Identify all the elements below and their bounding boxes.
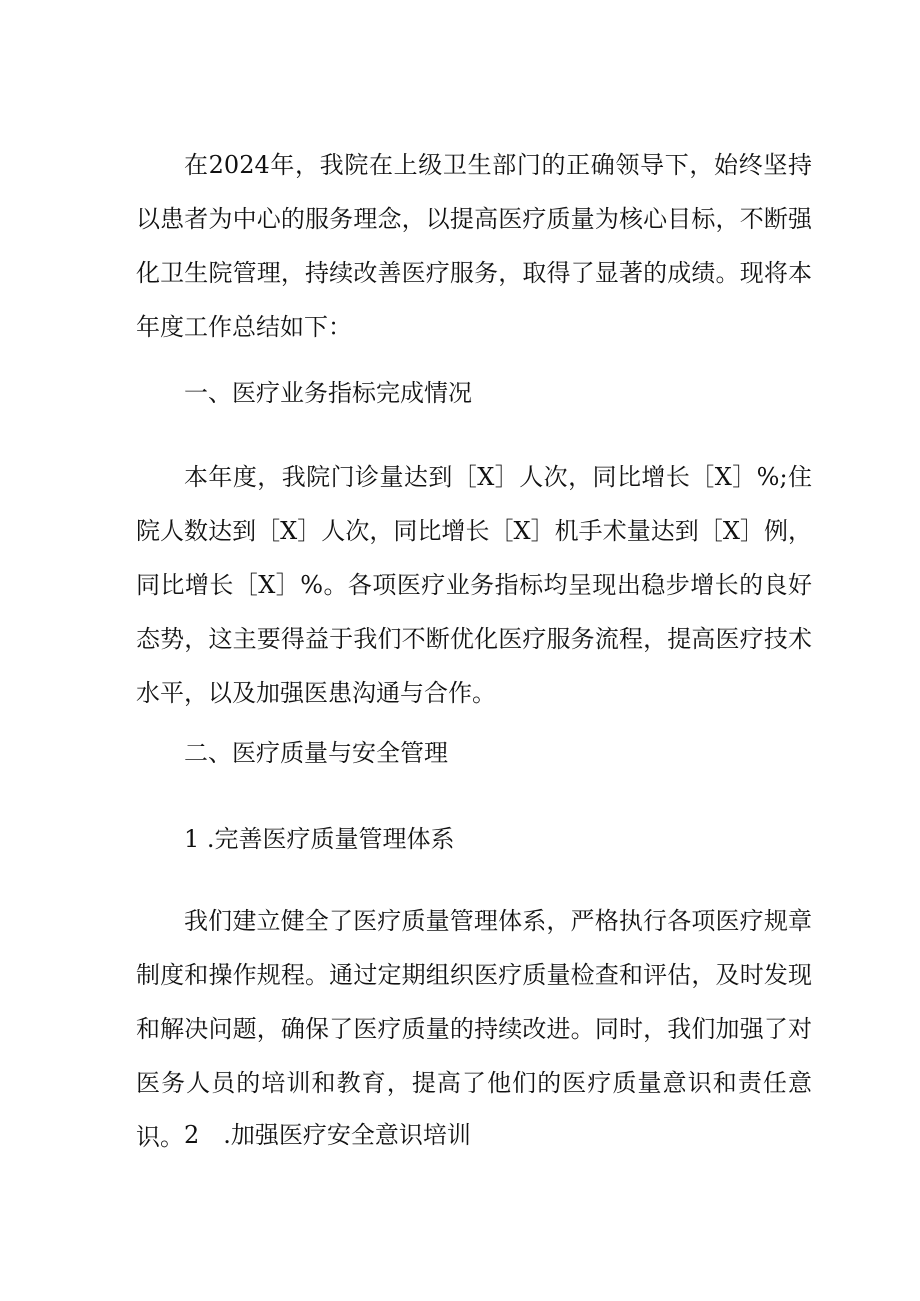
section-2-heading: 二、医疗质量与安全管理: [184, 739, 448, 767]
subsection-2-heading: 2 .加强医疗安全意识培训: [184, 1121, 471, 1149]
subsection-1-heading: 1 .完善医疗质量管理体系: [184, 825, 455, 853]
section-1-heading: 一、医疗业务指标完成情况: [184, 379, 472, 407]
intro-paragraph: 在2024年，我院在上级卫生部门的正确领导下，始终坚持以患者为中心的服务理念，以提高医疗质量为核心目标，不断强化卫生院管理，持续改善医疗服务，取得了显著的成绩。现将本年度工作总结如下：: [136, 151, 812, 341]
subsection-1-paragraph: 我们建立健全了医疗质量管理体系，严格执行各项医疗规章制度和操作规程。通过定期组织医疗质量检查和评估，及时发现和解决问题，确保了医疗质量的持续改进。同时，我们加强了对医务人员的培训和教育，提高了他们的医疗质量意识和责任意识。: [136, 907, 812, 1151]
section-1-paragraph: 本年度，我院门诊量达到［X］人次，同比增长［X］%;住院人数达到［X］人次，同比增长［X］机手术量达到［X］例，同比增长［X］%。各项医疗业务指标均呈现出稳步增长的良好态势，这主要得益于我们不断优化医疗服务流程，提高医疗技术水平，以及加强医患沟通与合作。: [136, 463, 812, 707]
